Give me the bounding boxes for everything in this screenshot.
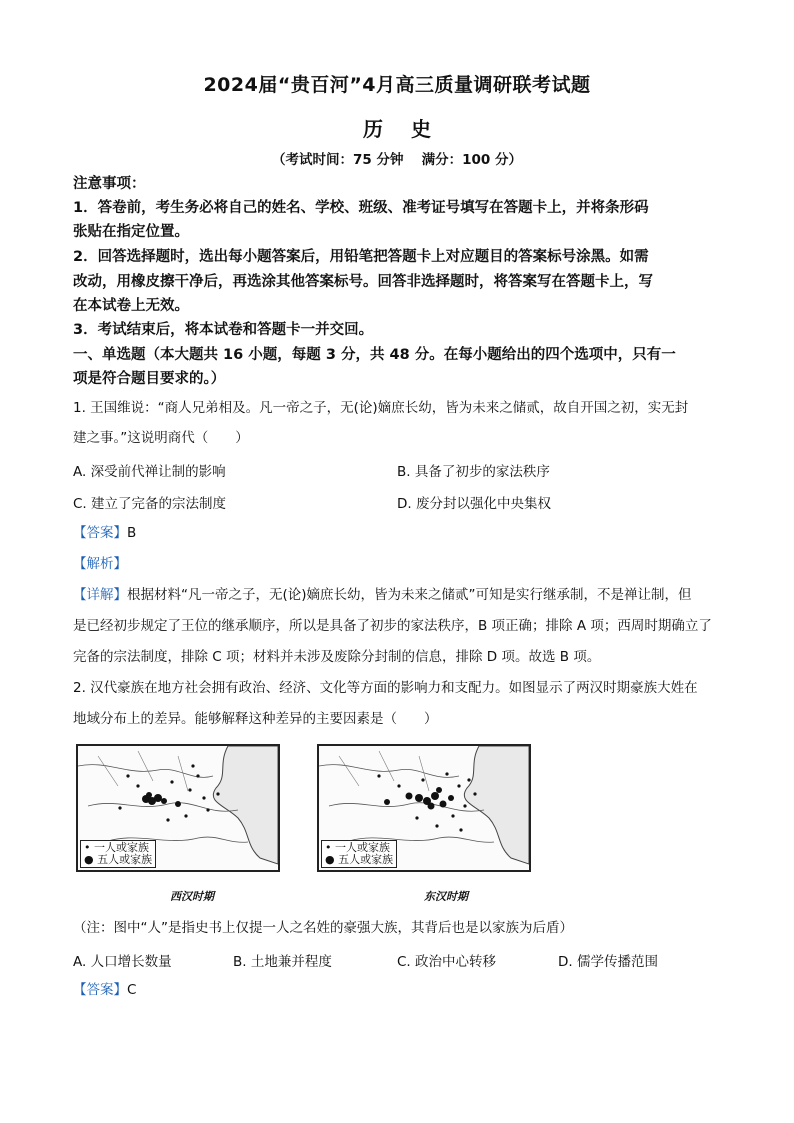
legend-one-person: • 一人或家族 <box>325 841 390 854</box>
q1-answer <box>73 522 723 544</box>
map-western-han <box>76 744 280 872</box>
q2-answer-tag: 【答案】 <box>73 982 127 998</box>
map-eastern-han-legend <box>321 840 397 868</box>
q2-option-a: A. 人口增长数量 <box>73 954 172 970</box>
section-1-line-1: 一、单选题（本大题共 16 小题，每题 3 分，共 48 分。在每小题给出的四个选项中，只有一 <box>73 347 676 363</box>
q1-detail-tag: 【详解】 <box>73 587 127 603</box>
map-western-han-legend <box>80 840 156 868</box>
q2-answer-value: C <box>127 982 137 998</box>
q1-option-b: B. 具备了初步的家法秩序 <box>397 464 550 480</box>
exam-title: 2024届“贵百河”4月高三质量调研联考试题 <box>203 74 591 96</box>
q2-stem-line-2: 地域分布上的差异。能够解释这种差异的主要因素是（ ） <box>73 711 438 727</box>
note-2-line-3: 在本试卷上无效。 <box>73 298 189 314</box>
q1-option-a: A. 深受前代禅让制的影响 <box>73 464 226 480</box>
note-3: 3．考试结束后，将本试卷和答题卡一并交回。 <box>73 322 374 338</box>
notes-heading: 注意事项： <box>73 176 146 192</box>
note-2-line-2: 改动，用橡皮擦干净后，再选涂其他答案标号。回答非选择题时，将答案写在答题卡上，写 <box>73 274 653 290</box>
q2-option-d: D. 儒学传播范围 <box>558 954 658 970</box>
exam-info: （考试时间：75 分钟 满分：100 分） <box>271 152 523 168</box>
map-eastern-han-caption: 东汉时期 <box>424 890 468 903</box>
q2-answer <box>73 979 723 1001</box>
q1-detail-line-1 <box>73 584 723 606</box>
q1-stem-line-2: 建之事。”这说明商代（ ） <box>73 430 249 446</box>
subject-title: 历史 <box>363 117 459 141</box>
map-western-han-caption: 西汉时期 <box>170 890 214 903</box>
q1-detail-line-2: 是已经初步规定了王位的继承顺序，所以是具备了初步的家法秩序，B 项正确；排除 A 项；西周时期确立了 <box>73 618 712 634</box>
note-1-line-2: 张贴在指定位置。 <box>73 224 189 240</box>
q1-option-c: C. 建立了完备的宗法制度 <box>73 496 227 512</box>
legend-one-person: • 一人或家族 <box>84 841 149 854</box>
q1-detail-text-1: 根据材料“凡一帝之子，无(论)嫡庶长幼，皆为未来之储贰”可知是实行继承制，不是禅让制，但 <box>127 587 692 603</box>
q1-answer-value: B <box>127 525 137 541</box>
note-1-line-1: 1．答卷前，考生务必将自己的姓名、学校、班级、准考证号填写在答题卡上，并将条形码 <box>73 200 649 216</box>
q1-analysis <box>73 553 723 575</box>
q1-detail-line-3: 完备的宗法制度，排除 C 项；材料并未涉及废除分封制的信息，排除 D 项。故选 B 项。 <box>73 649 601 665</box>
q1-analysis-tag: 【解析】 <box>73 556 127 572</box>
q2-map-note: （注：图中“人”是指史书上仅提一人之名姓的豪强大族，其背后也是以家族为后盾） <box>73 920 573 936</box>
note-2-line-1: 2．回答选择题时，选出每小题答案后，用铅笔把答题卡上对应题目的答案标号涂黑。如需 <box>73 249 649 265</box>
legend-five-persons: ● 五人或家族 <box>84 853 153 866</box>
q2-option-b: B. 土地兼并程度 <box>233 954 332 970</box>
map-eastern-han <box>317 744 531 872</box>
section-1-line-2: 项是符合题目要求的。） <box>73 371 226 387</box>
q1-option-d: D. 废分封以强化中央集权 <box>397 496 551 512</box>
q1-stem-line-1: 1. 王国维说：“商人兄弟相及。凡一帝之子，无(论)嫡庶长幼，皆为未来之储贰，故自开国之初，实无封 <box>73 400 689 416</box>
legend-five-persons: ● 五人或家族 <box>325 853 394 866</box>
q2-option-c: C. 政治中心转移 <box>397 954 497 970</box>
q1-answer-tag: 【答案】 <box>73 525 127 541</box>
q2-stem-line-1: 2. 汉代豪族在地方社会拥有政治、经济、文化等方面的影响力和支配力。如图显示了两汉时期豪族大姓在 <box>73 680 698 696</box>
